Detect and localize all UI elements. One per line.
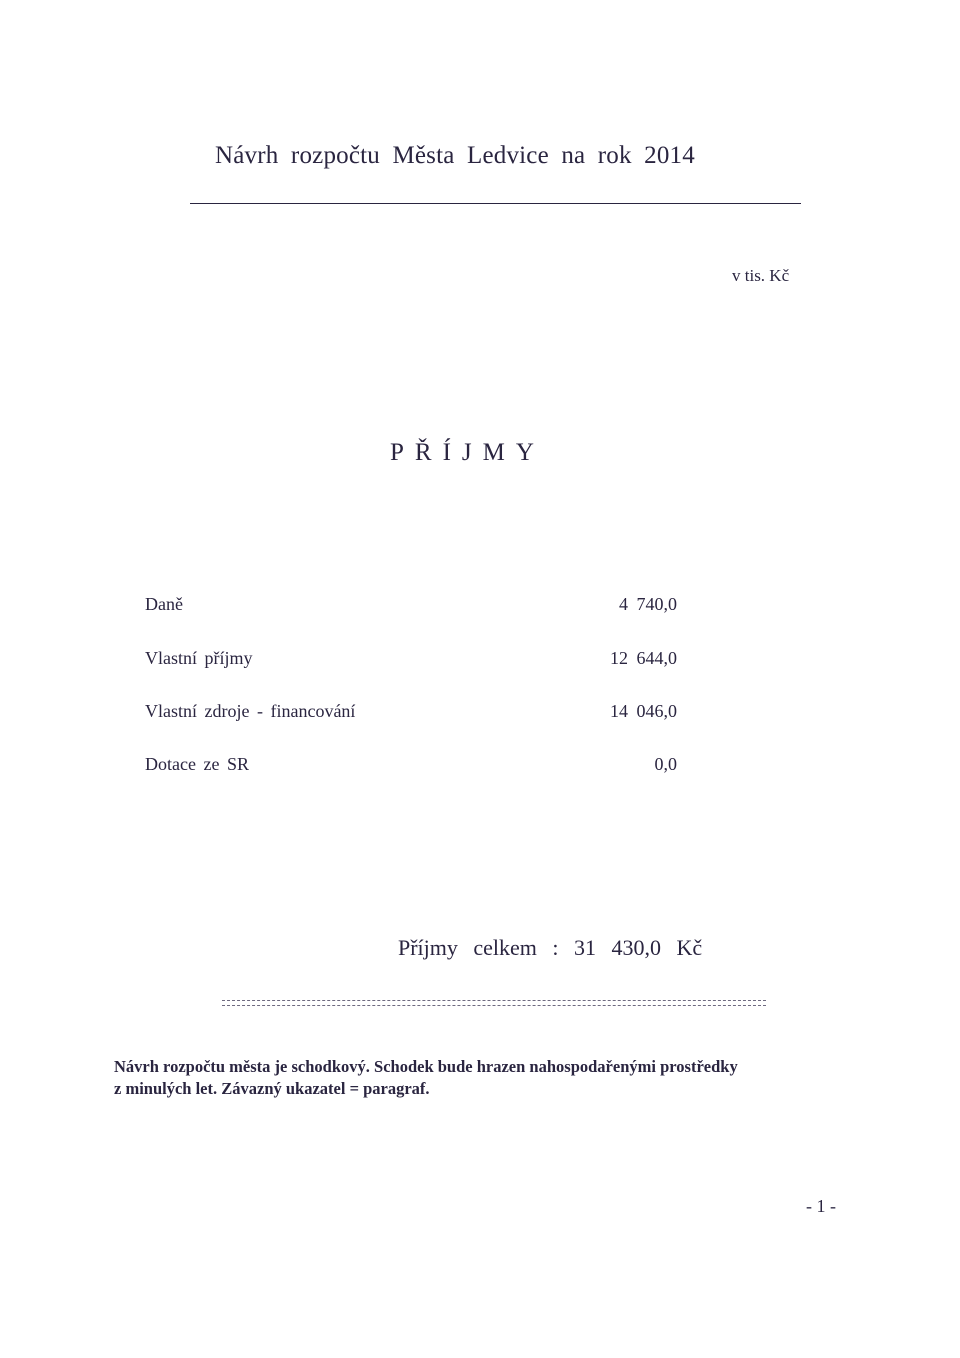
row-value-dotace: 0,0 xyxy=(654,754,677,774)
total-double-rule xyxy=(222,1000,766,1006)
row-label-vlastni-zdroje: Vlastní zdroje - financování xyxy=(145,701,356,721)
note-line-1: Návrh rozpočtu města je schodkový. Schodek bude hrazen nahospodařenými prostředky xyxy=(114,1057,738,1076)
note-line-2: z minulých let. Závazný ukazatel = paragraf. xyxy=(114,1079,430,1098)
unit-label: v tis. Kč xyxy=(732,266,790,285)
title-underline xyxy=(190,203,801,204)
row-label-dane: Daně xyxy=(145,594,183,614)
row-label-dotace: Dotace ze SR xyxy=(145,754,249,774)
row-value-dane: 4 740,0 xyxy=(619,594,677,614)
row-label-vlastni-prijmy: Vlastní příjmy xyxy=(145,648,253,668)
row-value-vlastni-prijmy: 12 644,0 xyxy=(610,648,677,668)
page-number: - 1 - xyxy=(806,1196,836,1216)
document-title: Návrh rozpočtu Města Ledvice na rok 2014 xyxy=(215,142,695,169)
row-value-vlastni-zdroje: 14 046,0 xyxy=(610,701,677,721)
section-heading: PŘÍJMY xyxy=(390,439,545,466)
total-income: Příjmy celkem : 31 430,0 Kč xyxy=(398,935,703,960)
